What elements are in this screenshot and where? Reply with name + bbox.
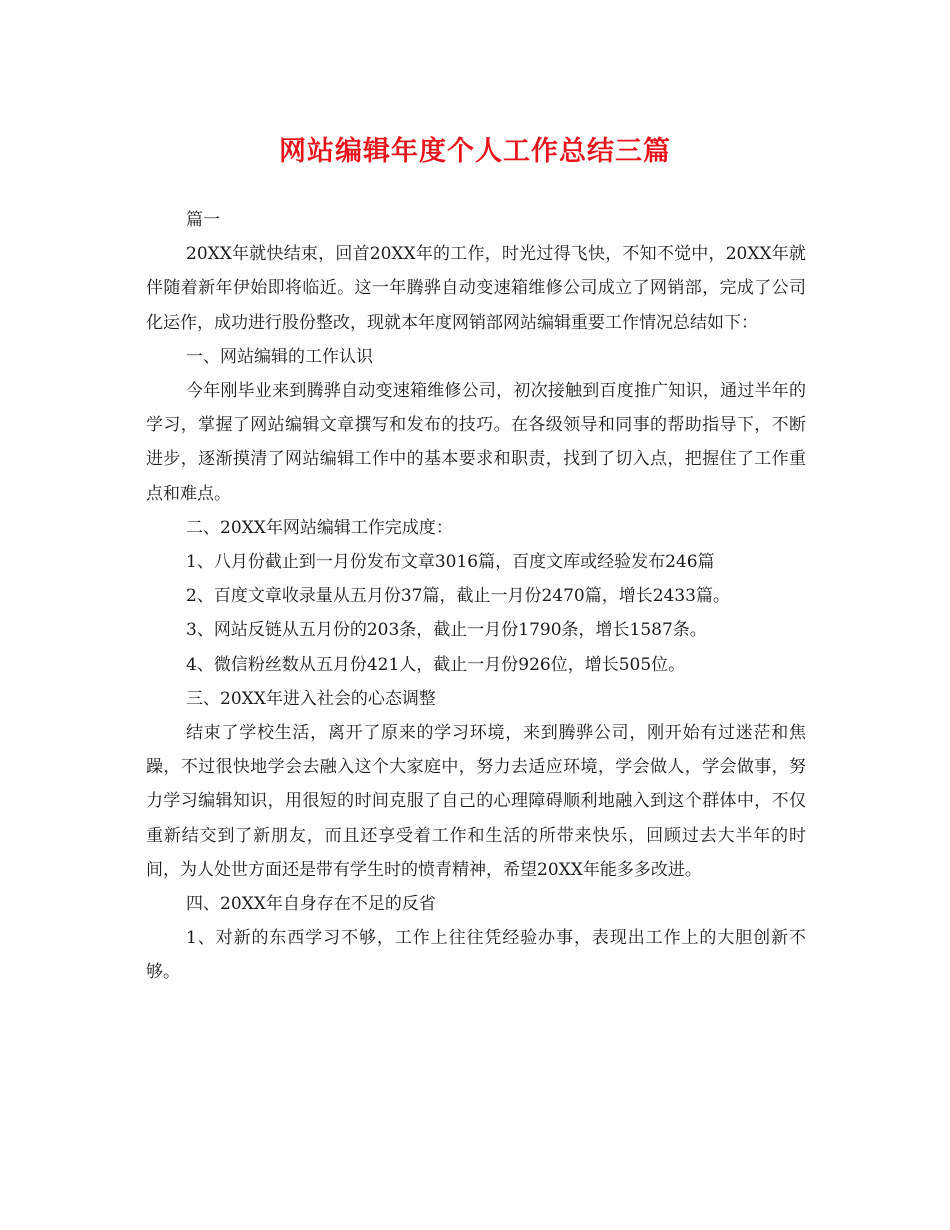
document-body — [146, 203, 806, 990]
list-item: 2、百度文章收录量从五月份37篇，截止一月份2470篇，增长2433篇。 — [186, 586, 730, 607]
list-item: 1、对新的东西学习不够，工作上往往凭经验办事，表现出工作上的大胆创新不够。 — [146, 928, 806, 983]
section-heading-4: 四、20XX年自身存在不足的反省 — [186, 894, 436, 915]
list-item: 4、微信粉丝数从五月份421人，截止一月份926位，增长505位。 — [186, 654, 686, 675]
document-title: 网站编辑年度个人工作总结三篇 — [279, 136, 671, 167]
section-3-paragraph: 结束了学校生活，离开了原来的学习环境，来到腾骅公司，刚开始有过迷茫和焦躁，不过很快地学会去融入这个大家庭中，努力去适应环境，学会做人，学会做事，努力学习编辑知识，用很短的时间克服了自己的心理障碍顺利地融入到这个群体中，不仅重新结交到了新朋友，而且还享受着工作和生活的所带来快乐，回顾过去大半年的时间，为人处世方面还是带有学生时的愤青精神，希望20XX年能多多改进。 — [146, 723, 806, 880]
section-heading-part-one: 篇一 — [186, 210, 220, 230]
section-heading-2: 二、20XX年网站编辑工作完成度： — [186, 517, 453, 538]
list-item: 3、网站反链从五月份的203条，截止一月份1790条，增长1587条。 — [186, 620, 707, 641]
section-heading-1: 一、网站编辑的工作认识 — [186, 346, 373, 367]
section-1-paragraph: 今年刚毕业来到腾骅自动变速箱维修公司，初次接触到百度推广知识，通过半年的学习，掌握了网站编辑文章撰写和发布的技巧。在各级领导和同事的帮助指导下，不断进步，逐渐摸清了网站编辑工作中的基本要求和职责，找到了切入点，把握住了工作重点和难点。 — [146, 381, 806, 504]
list-item: 1、八月份截止到一月份发布文章3016篇，百度文库或经验发布246篇 — [186, 552, 715, 573]
intro-paragraph: 20XX年就快结束，回首20XX年的工作，时光过得飞快，不知不觉中，20XX年就伴随着新年伊始即将临近。这一年腾骅自动变速箱维修公司成立了网销部，完成了公司化运作，成功进行股份整改，现就本年度网销部网站编辑重要工作情况总结如下： — [146, 244, 806, 333]
section-heading-3: 三、20XX年进入社会的心态调整 — [186, 688, 436, 709]
